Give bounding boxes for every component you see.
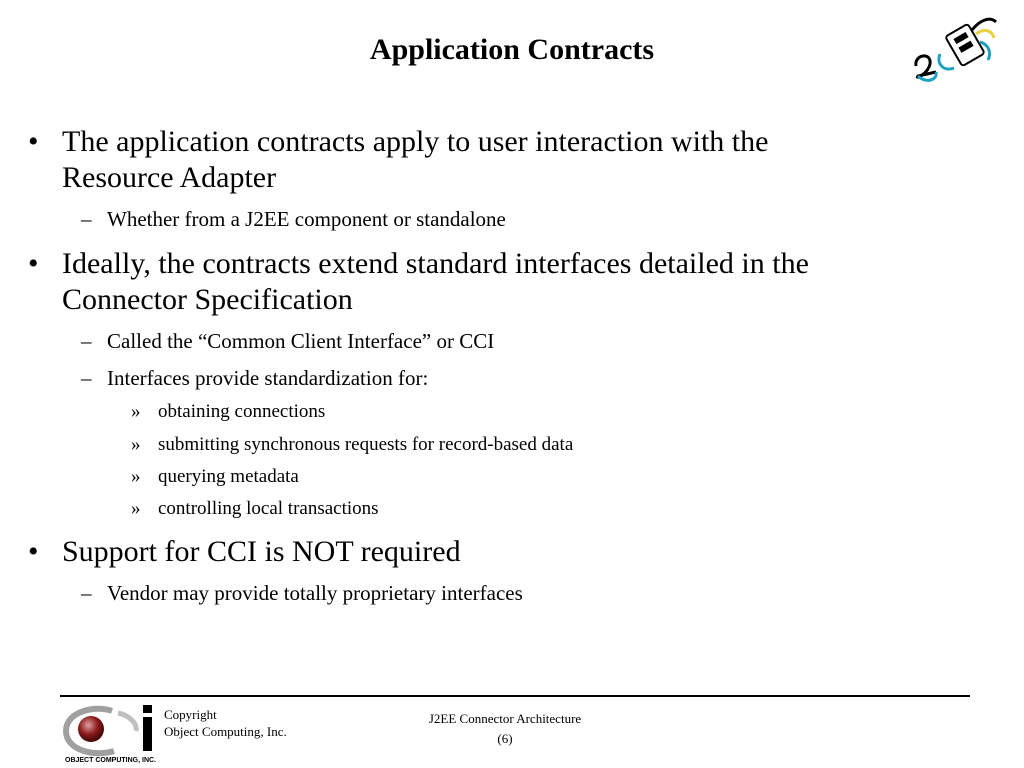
bullet-continuation [62, 282, 353, 318]
chevron-marker: » [131, 434, 141, 455]
bullet-marker: • [28, 125, 39, 158]
oci-logo-icon [62, 703, 162, 765]
copyright-notice [164, 706, 287, 740]
list-item [131, 497, 379, 521]
bullet-item [28, 534, 461, 570]
page-number: (6) [497, 731, 513, 746]
chevron-marker: » [131, 466, 141, 487]
footer-info [410, 709, 600, 749]
footer-divider [60, 695, 970, 697]
sub-bullet-item [81, 206, 506, 232]
sub-bullet-item [81, 580, 523, 606]
oci-logo-text: OBJECT COMPUTING, INC. [65, 757, 157, 764]
chevron-marker: » [131, 498, 141, 519]
list-item-text: obtaining connections [158, 401, 326, 422]
dash-marker: – [81, 581, 92, 605]
sub-bullet-item [81, 328, 495, 354]
sub-bullet-text: Vendor may provide totally proprietary interfaces [107, 581, 523, 605]
j2ee-logo-icon [910, 14, 1002, 84]
dash-marker: – [81, 329, 92, 353]
bullet-text-continued: Connector Specification [62, 283, 353, 316]
sub-bullet-text: Whether from a J2EE component or standalone [107, 207, 506, 231]
sub-bullet-text: Interfaces provide standardization for: [107, 366, 429, 390]
list-item-text: querying metadata [158, 466, 299, 487]
sub-bullet-item [81, 365, 429, 391]
bullet-text-continued: Resource Adapter [62, 161, 277, 194]
bullet-item [28, 246, 809, 282]
dash-marker: – [81, 207, 92, 231]
list-item-text: submitting synchronous requests for record-based data [158, 434, 574, 455]
dash-marker: – [81, 366, 92, 390]
list-item [131, 400, 326, 424]
bullet-marker: • [28, 535, 39, 568]
bullet-text: Support for CCI is NOT required [62, 535, 461, 568]
bullet-marker: • [28, 247, 39, 280]
sub-bullet-text: Called the “Common Client Interface” or CCI [107, 329, 495, 353]
bullet-text: The application contracts apply to user interaction with the [62, 125, 769, 158]
bullet-item [28, 124, 769, 160]
bullet-continuation [62, 160, 276, 196]
list-item [131, 465, 299, 489]
company-name: Object Computing, Inc. [164, 724, 287, 739]
list-item [131, 433, 574, 457]
copyright-line: Copyright [164, 707, 217, 722]
bullet-text: Ideally, the contracts extend standard interfaces detailed in the [62, 247, 809, 280]
chevron-marker: » [131, 401, 141, 422]
course-title: J2EE Connector Architecture [428, 711, 582, 726]
slide-title: Application Contracts [369, 33, 655, 66]
list-item-text: controlling local transactions [158, 498, 379, 519]
